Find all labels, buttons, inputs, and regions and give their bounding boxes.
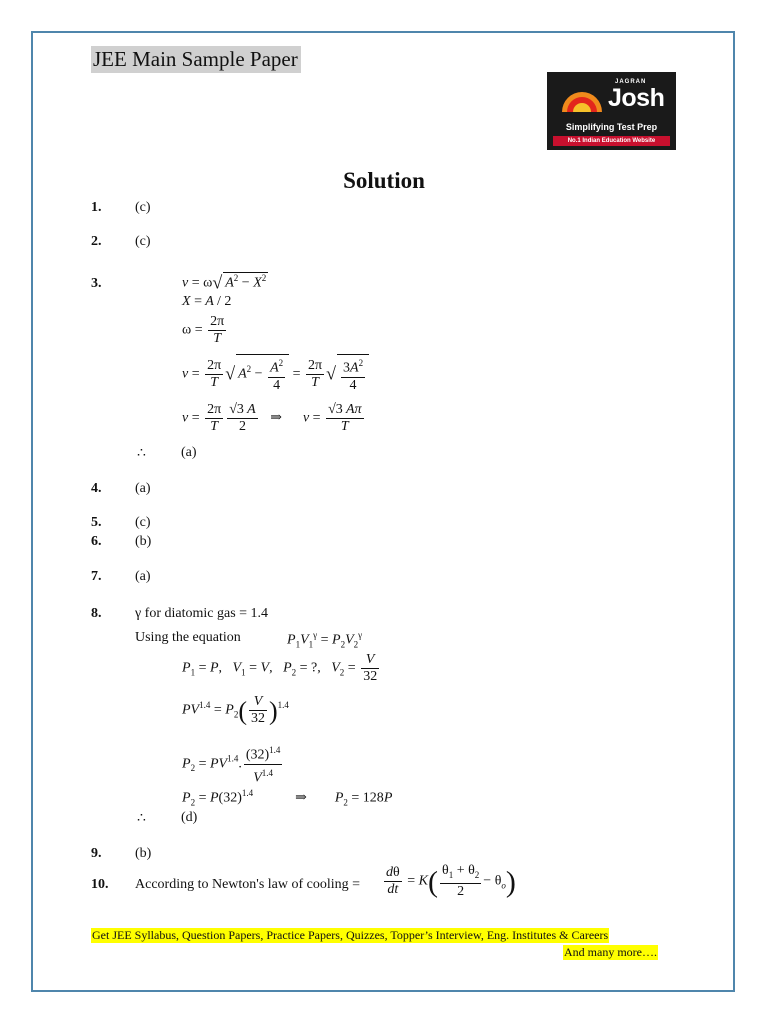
equation: v = $\frac{2\pi}{T}$ √ $A^2$ − $\frac{A^2}{4}$ = $\frac{2\pi}{T}$ √ $\frac{3A^2}{4}$	[182, 354, 369, 394]
question-number: 3.	[91, 276, 102, 291]
question-number: 4.	[91, 481, 102, 496]
footer-more-link[interactable]: And many more….	[564, 945, 657, 959]
logo-brand-small: JAGRAN	[615, 79, 647, 85]
answer-choice: (b)	[135, 846, 152, 861]
equation: ω = $\frac{2\pi}{T}$	[182, 314, 225, 346]
q10-statement: According to Newton's law of cooling =	[135, 877, 361, 892]
equation: v = $\frac{2\pi}{T}$ $\frac{√3 A}{2}$ ⇒ v = $\frac{√3 A\pi}{T}$	[182, 402, 362, 434]
logo-brand: Josh	[608, 84, 665, 112]
equation: $PV^{1.4} = P_2$( $\frac{V}{32}$ )$^{1.4}$	[182, 694, 289, 726]
equation: $P_1 = P$, $V_1 = V$, $P_2$ = ?, $V_2$ = $\frac{V}{32}$	[182, 652, 378, 684]
question-number: 1.	[91, 200, 102, 215]
equation: $P_1V_1^\gamma = P_2V_2^\gamma$	[287, 630, 363, 650]
footer-promo-link[interactable]: Get JEE Syllabus, Question Papers, Practice Papers, Quizzes, Topper’s Interview, Eng. Institutes & Careers	[92, 928, 609, 942]
header-title: JEE Main Sample Paper	[91, 46, 301, 73]
answer-choice: (d)	[181, 810, 198, 825]
question-number: 9.	[91, 846, 102, 861]
answer-choice: (c)	[135, 515, 151, 530]
equation: X = A / 2	[182, 294, 232, 309]
equation: $P_2 = P(32)^{1.4}$ ⇒ $P_2 = 128P$	[182, 788, 393, 808]
sun-icon	[559, 90, 605, 112]
q8-statement: γ for diatomic gas = 1.4	[135, 606, 269, 621]
jagran-josh-logo	[547, 72, 676, 150]
answer-choice: (b)	[135, 534, 152, 549]
answer-choice: (c)	[135, 234, 151, 249]
logo-subtagline: No.1 Indian Education Website	[553, 136, 670, 146]
question-number: 8.	[91, 606, 102, 621]
question-number: 5.	[91, 515, 102, 530]
answer-choice: (a)	[135, 481, 151, 496]
question-number: 6.	[91, 534, 102, 549]
question-number: 2.	[91, 234, 102, 249]
therefore-symbol: ∴	[137, 811, 146, 826]
answer-choice: (a)	[135, 569, 151, 584]
equation: $P_2 = PV^{1.4}$. $\frac{(32)^{1.4}}{V^{1.4}}$	[182, 742, 284, 786]
question-number: 7.	[91, 569, 102, 584]
logo-tagline: Simplifying Test Prep	[565, 122, 658, 132]
answer-choice: (a)	[181, 445, 197, 460]
equation: $\frac{d\theta}{dt}$ = K( $\frac{\theta_1 + \theta_2}{2}$ − $\theta_o$)	[386, 863, 516, 899]
equation: v = ω√ $A^2 - X^2$	[182, 272, 267, 293]
therefore-symbol: ∴	[137, 446, 146, 461]
question-number: 10.	[91, 877, 109, 892]
page-title: Solution	[343, 168, 425, 193]
answer-choice: (c)	[135, 200, 151, 215]
q8-statement: Using the equation	[135, 630, 241, 645]
